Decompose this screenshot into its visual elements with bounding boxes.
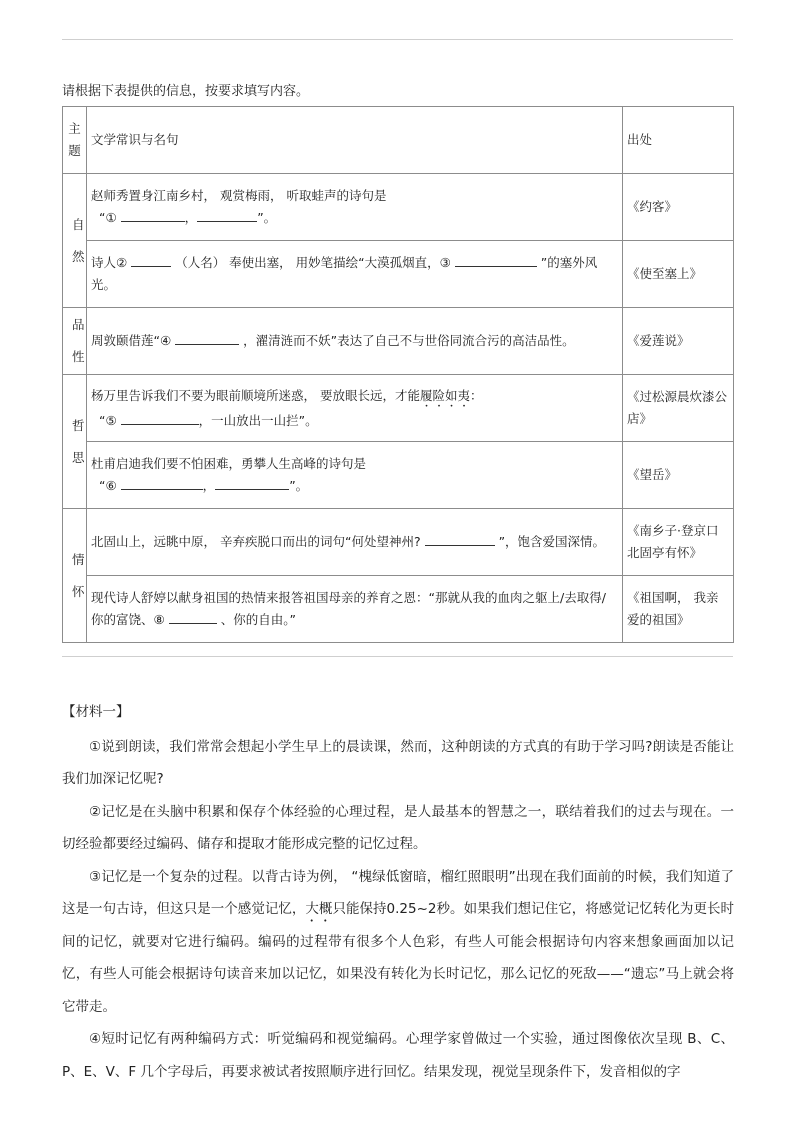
table-row: [63, 509, 734, 576]
paragraph-3: ③记忆是一个复杂的过程。以背古诗为例， “槐绿低窗暗，榴红照眼明”出现在我们面前的时候，我们知道了这是一句古诗，但这只是一个感觉记忆，大概只能保持0.25~2秒。如果我们想记住它，将感觉记忆转化为更长时间的记忆，就要对它进行编码。编码的过程带有很多个人色彩，有些人可能会根据诗句内容来想象画面加以记忆，有些人可能会根据诗句读音来加以记忆，如果没有转化为长时记忆，那么记忆的死敌——“遗忘”马上就会将它带走。: [62, 868, 734, 1015]
theme-emotion: 情怀: [63, 509, 87, 643]
row-source-1: 《约客》: [623, 174, 734, 241]
answer-blank[interactable]: [197, 209, 257, 222]
top-divider: [62, 39, 733, 40]
theme-character: 品性: [63, 308, 87, 375]
table-header-row: [63, 107, 734, 174]
paragraph-2: ②记忆是在头脑中积累和保存个体经验的心理过程，是人最基本的智慧之一，联结着我们的过去与现在。一切经验都要经过编码、储存和提取才能形成完整的记忆过程。: [62, 803, 734, 852]
row-content-7: 现代诗人舒婷以献身祖国的热情来报答祖国母亲的养育之恩：“那就从我的血肉之躯上/去取得/你的富饶、⑧ 、你的自由。”: [87, 576, 623, 643]
row-source-6: 《南乡子·登京口北固亭有怀》: [623, 509, 734, 576]
material-tag: 【材料一】: [62, 704, 130, 720]
paragraph-1: ①说到朗读，我们常常会想起小学生早上的晨读课，然而，这种朗读的方式真的有助于学习吗?朗读是否能让我们加深记忆呢?: [62, 738, 734, 787]
table-row: [63, 174, 734, 241]
material-section: [62, 696, 734, 1088]
answer-blank[interactable]: [215, 477, 289, 490]
header-source: 出处: [623, 107, 734, 174]
row-source-5: 《望岳》: [623, 442, 734, 509]
answer-blank[interactable]: [121, 412, 199, 425]
answer-blank[interactable]: [175, 332, 239, 345]
table-row: [63, 442, 734, 509]
row-content-4: 杨万里告诉我们不要为眼前顺境所迷惑， 要放眼长远，才能履险如夷： “⑤ ，一山放出一山拦”。: [87, 375, 623, 442]
table-row: [63, 576, 734, 643]
row-content-1: 赵师秀置身江南乡村， 观赏梅雨， 听取蛙声的诗句是 “① ， ”。: [87, 174, 623, 241]
answer-blank[interactable]: [425, 533, 495, 546]
emphasis-text: 大概: [305, 901, 333, 917]
table-row: [63, 241, 734, 308]
answer-blank[interactable]: [455, 254, 537, 267]
section-divider: [62, 656, 733, 657]
instruction-text: 请根据下表提供的信息，按要求填写内容。: [62, 84, 310, 99]
header-content: 文学常识与名句: [87, 107, 623, 174]
answer-blank[interactable]: [131, 254, 171, 267]
answer-blank[interactable]: [121, 209, 185, 222]
theme-nature: 自然: [63, 174, 87, 308]
table-row: [63, 308, 734, 375]
table-row: [63, 375, 734, 442]
paragraph-4: ④短时记忆有两种编码方式：听觉编码和视觉编码。心理学家曾做过一个实验，通过图像依次呈现 B、C、P、E、V、F 几个字母后，再要求被试者按照顺序进行回忆。结果发现，视觉呈现条件下，发音相似的字: [62, 1031, 734, 1080]
answer-blank[interactable]: [121, 477, 203, 490]
answer-blank[interactable]: [169, 611, 217, 624]
literature-table: [62, 106, 734, 643]
emphasis-text: 履险如夷: [419, 387, 470, 403]
theme-philosophy: 哲思: [63, 375, 87, 509]
row-source-7: 《祖国啊， 我亲爱的祖国》: [623, 576, 734, 643]
row-source-4: 《过松源晨炊漆公店》: [623, 375, 734, 442]
row-content-5: 杜甫启迪我们要不怕困难，勇攀人生高峰的诗句是 “⑥ ， ”。: [87, 442, 623, 509]
row-source-3: 《爱莲说》: [623, 308, 734, 375]
row-source-2: 《使至塞上》: [623, 241, 734, 308]
row-content-2: 诗人② （人名） 奉使出塞， 用妙笔描绘“大漠孤烟直，③ ”的塞外风光。: [87, 241, 623, 308]
header-theme: 主题: [63, 107, 87, 174]
row-content-6: 北固山上，远眺中原， 辛弃疾脱口而出的词句“何处望神州? ”，饱含爱国深情。: [87, 509, 623, 576]
row-content-3: 周敦颐借莲“④ ，濯清涟而不妖”表达了自己不与世俗同流合污的高洁品性。: [87, 308, 623, 375]
